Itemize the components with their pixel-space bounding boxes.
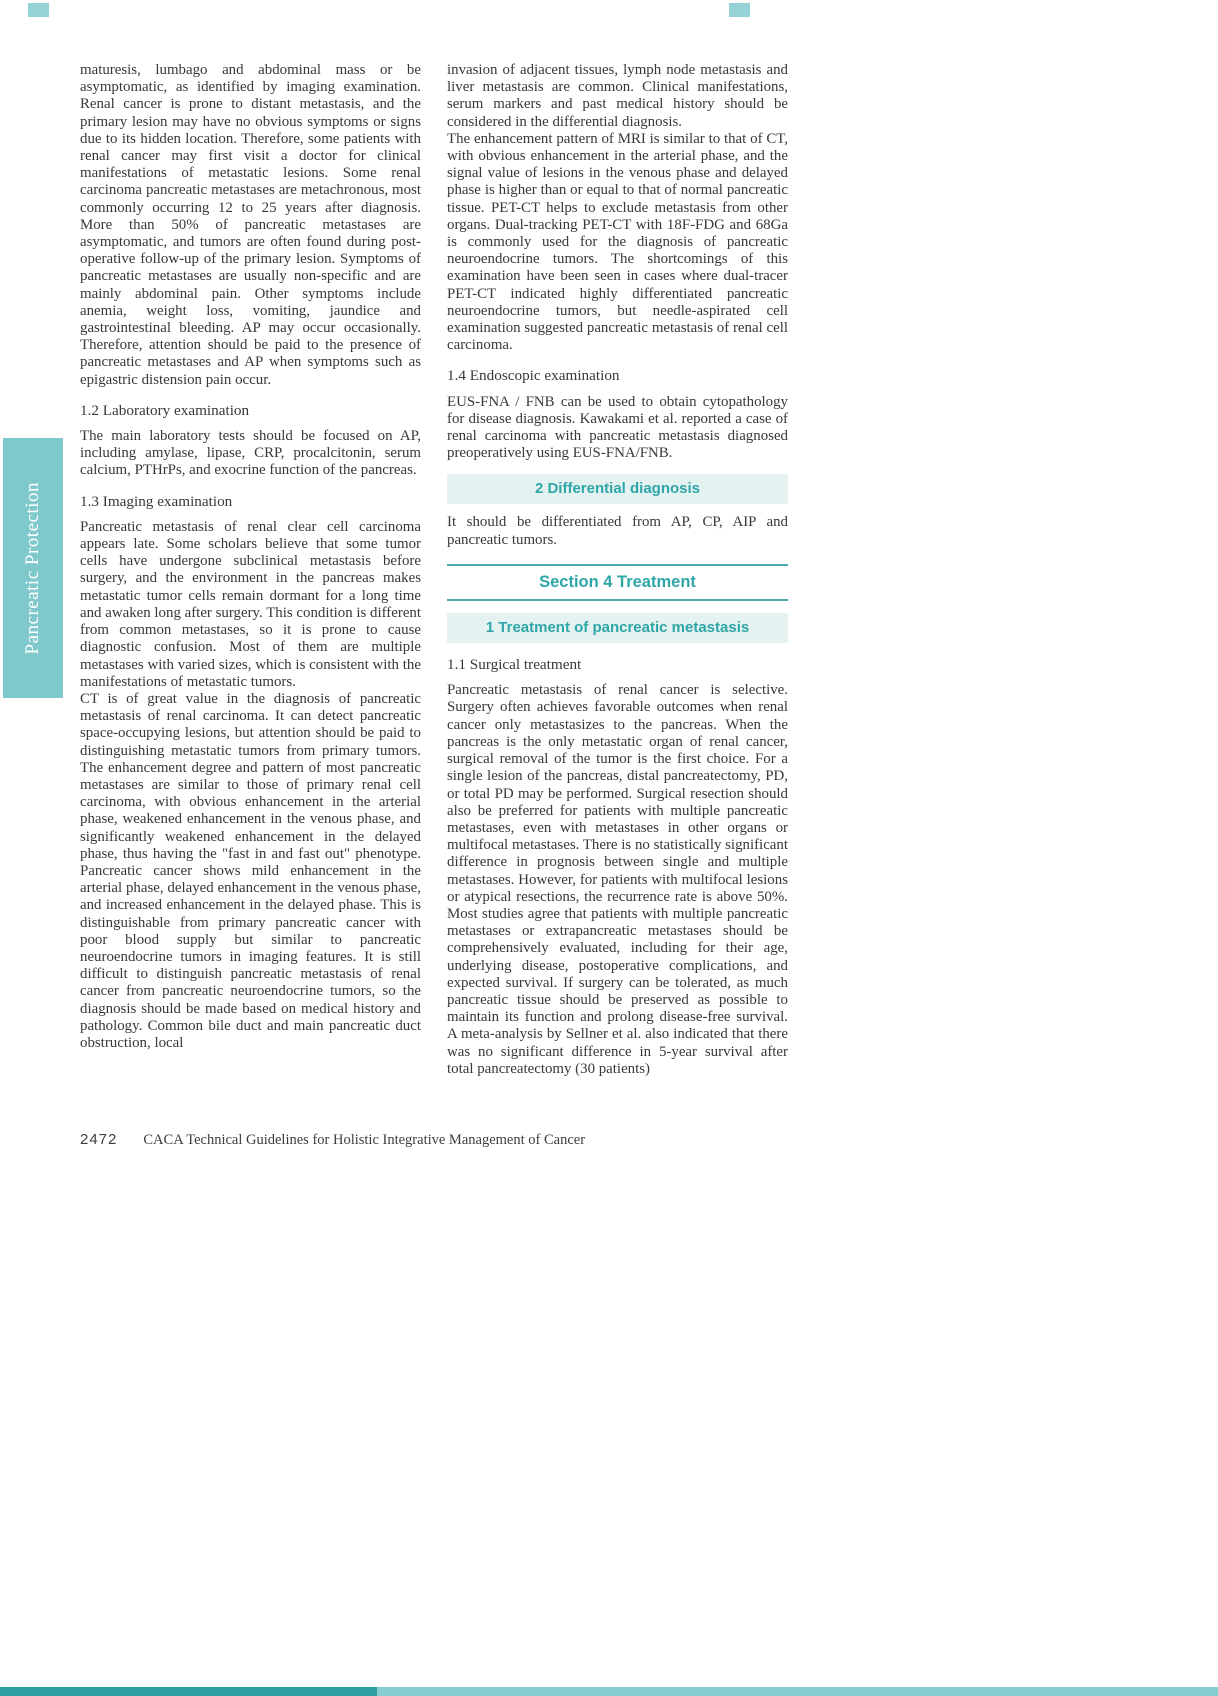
bottom-decoration-bar-accent: [0, 1687, 377, 1696]
band-header-differential-diagnosis: 2 Differential diagnosis: [447, 474, 788, 504]
body-paragraph: CT is of great value in the diagnosis of pancreatic metastasis of renal carcinoma. It can detect pancreatic space-occupying lesions, but attention should be paid to distinguishing metastatic tumors from primary tumors. The enhancement degree and pattern of most pancreatic metastases are similar to those of primary renal cell carcinoma, with obvious enhancement in the arterial phase, weakened enhancement in the venous phase, and significantly weakened enhancement in the delayed phase, thus having the "fast in and fast out" phenotype. Pancreatic cancer shows mild enhancement in the arterial phase, delayed enhancement in the venous phase, and increased enhancement in the delayed phase. This is distinguishable from primary pancreatic cancer with poor blood supply but similar to pancreatic neuroendocrine tumors in imaging features. It is still difficult to distinguish pancreatic metastasis of renal cancer from pancreatic neuroendocrine tumors, so the diagnosis should be made based on medical history and pathology. Common bile duct and main pancreatic duct obstruction, local: [80, 690, 421, 1051]
top-right-corner-mark: [729, 3, 750, 17]
body-paragraph: EUS-FNA / FNB can be used to obtain cytopathology for disease diagnosis. Kawakami et al. reported a case of renal carcinoma with pancreatic metastasis diagnosed preoperatively using EUS-FNA/FNB.: [447, 393, 788, 462]
subheading-1-2-laboratory-examination: 1.2 Laboratory examination: [80, 401, 250, 419]
top-left-corner-mark: [28, 3, 49, 17]
band-header-treatment-pancreatic-metastasis: 1 Treatment of pancreatic metastasis: [447, 613, 788, 643]
body-paragraph: invasion of adjacent tissues, lymph node metastasis and liver metastasis are common. Clinical manifestations, serum markers and past medical history should be considered in the differential diagnosis.: [447, 62, 788, 130]
body-paragraph: The enhancement pattern of MRI is similar to that of CT, with obvious enhancement in the arterial phase, and the signal value of lesions in the venous phase and delayed phase is higher than or equal to that of normal pancreatic tissue. PET-CT helps to exclude metastasis from other organs. Dual-tracking PET-CT with 18F-FDG and 68Ga is commonly used for the diagnosis of pancreatic neuroendocrine tumors. The shortcomings of this examination have been seen in cases where dual-tracer PET-CT indicated highly differentiated pancreatic neuroendocrine tumors, but needle-aspirated cell examination suggested pancreatic metastasis of renal cell carcinoma.: [447, 130, 788, 354]
body-paragraph: Pancreatic metastasis of renal clear cell carcinoma appears late. Some scholars believe that some tumor cells have undergone subclinical metastasis before surgery, and the environment in the pancreas makes metastatic tumor cells remain dormant for a long time and awaken long after surgery. This condition is different from common metastases, so it is prone to cause diagnostic confusion. Most of them are multiple metastases with varied sizes, which is consistent with the manifestations of metastatic tumors.: [80, 518, 422, 690]
body-paragraph: It should be differentiated from AP, CP, AIP and pancreatic tumors.: [447, 514, 788, 548]
page-number: 2472: [80, 1131, 118, 1148]
right-column: [447, 62, 788, 1078]
side-tab-label: Pancreatic Protection: [22, 481, 43, 655]
body-paragraph: maturesis, lumbago and abdominal mass or be asymptomatic, as identified by imaging examination. Renal cancer is prone to distant metastasis, and the primary lesion may have no obvious symptoms or signs due to its hidden location. Therefore, some patients with renal cancer may first visit a doctor for clinical manifestations of metastatic lesions. Some renal carcinoma pancreatic metastases are metachronous, most commonly occurring 12 to 25 years after diagnosis. More than 50% of pancreatic metastases are asymptomatic, and tumors are often found during post-operative follow-up of the primary lesion. Symptoms of pancreatic metastases are usually non-specific and are mainly abdominal pain. Other symptoms include anemia, weight loss, vomiting, jaundice and gastrointestinal bleeding. AP may occur occasionally. Therefore, attention should be paid to the presence of pancreatic metastases and AP when symptoms such as epigastric distension pain occur.: [80, 62, 421, 388]
page-footer: [80, 1131, 820, 1149]
subheading-1-1-surgical-treatment: 1.1 Surgical treatment: [447, 656, 582, 674]
running-title: CACA Technical Guidelines for Holistic Integrative Management of Cancer: [143, 1132, 586, 1148]
subheading-1-4-endoscopic-examination: 1.4 Endoscopic examination: [447, 367, 620, 385]
left-column: [80, 62, 421, 1052]
section-header-treatment: Section 4 Treatment: [447, 564, 788, 601]
body-paragraph: The main laboratory tests should be focused on AP, including amylase, lipase, CRP, procalcitonin, serum calcium, PTHrPs, and exocrine function of the pancreas.: [80, 428, 421, 479]
body-paragraph: Pancreatic metastasis of renal cancer is selective. Surgery often achieves favorable outcomes when renal cancer only metastasizes to the pancreas. When the pancreas is the only metastatic organ of renal cancer, surgical removal of the tumor is the first choice. For a single lesion of the pancreas, distal pancreatectomy, PD, or total PD may be performed. Surgical resection should also be preferred for patients with multiple pancreatic metastases, even with metastases in other organs or multifocal metastases. There is no statistically significant difference in prognosis between single and multiple metastases. However, for patients with multifocal lesions or atypical resections, the recurrence rate is above 50%. Most studies agree that patients with multiple pancreatic metastases or extrapancreatic metastases should be comprehensively evaluated, including for their age, underlying disease, postoperative complications, and expected survival. If surgery can be tolerated, as much pancreatic tissue should be preserved as possible to maintain its function and prolong disease-free survival. A meta-analysis by Sellner et al. also indicated that there was no significant difference in 5-year survival after total pancreatectomy (30 patients): [447, 682, 788, 1077]
side-tab-pancreatic-protection: [3, 438, 63, 698]
subheading-1-3-imaging-examination: 1.3 Imaging examination: [80, 492, 233, 510]
bottom-decoration-bar: [0, 1687, 1218, 1696]
